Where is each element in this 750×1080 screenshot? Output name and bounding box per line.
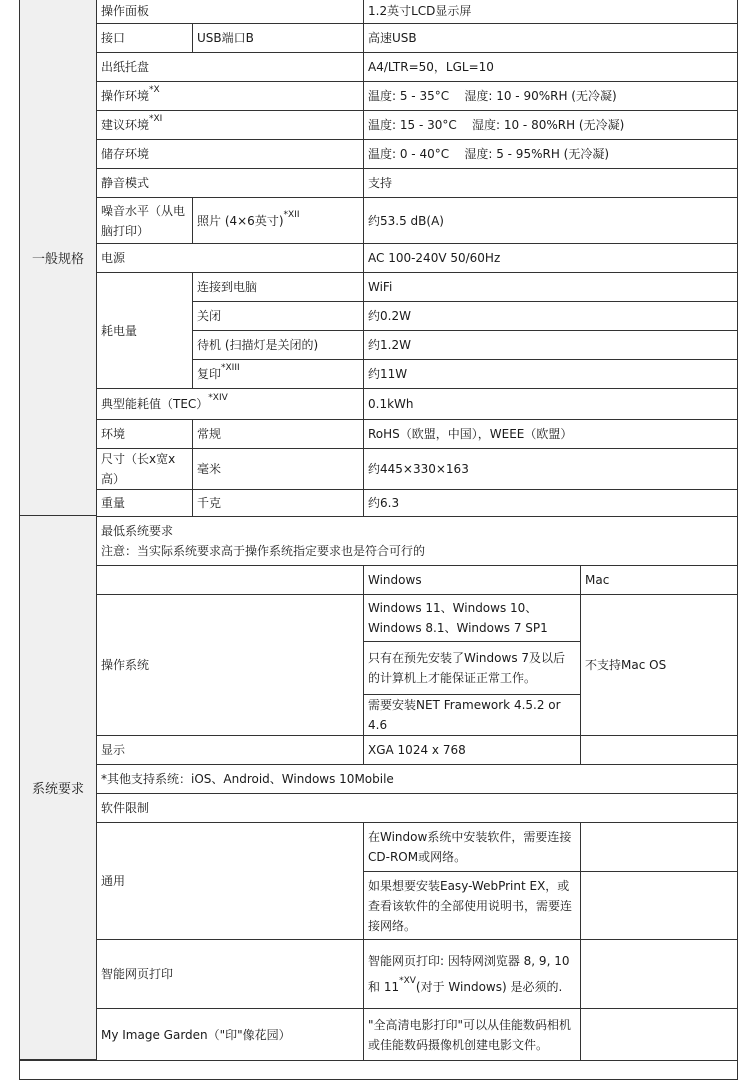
- output-tray-label: [96, 52, 364, 82]
- cell-text: [368, 948, 576, 1000]
- smart-web-mac: [580, 939, 738, 1009]
- cell-text: My Image Garden（"印"像花园）: [101, 1027, 291, 1042]
- cell-text: RoHS（欧盟，中国），WEEE（欧盟）: [368, 427, 573, 441]
- header-windows: [363, 565, 581, 595]
- cell-text: 电源: [101, 251, 126, 265]
- cell-text: 在Window系统中安装软件，需要连接CD-ROM或网络。: [368, 830, 572, 864]
- cell-text: 重量: [101, 496, 126, 510]
- storage-env-value: [363, 139, 738, 169]
- cell-text: A4/LTR=50，LGL=10: [368, 60, 494, 74]
- cell-text: 关闭: [197, 309, 222, 323]
- os-windows-note: [363, 641, 581, 695]
- footnote-marker: *XII: [283, 209, 300, 220]
- dimensions-sub: [192, 448, 364, 490]
- garden-mac: [580, 1008, 738, 1061]
- cell-text: 毫米: [197, 462, 222, 476]
- weight-sub: [192, 489, 364, 517]
- dimensions-label: [96, 448, 193, 490]
- cell-text: Mac: [585, 573, 610, 587]
- general-use-windows: [363, 822, 581, 872]
- cell-text: WiFi: [368, 280, 393, 294]
- cell-text: 储存环境: [101, 147, 150, 161]
- footnote-marker: *X: [149, 85, 160, 95]
- operating-env-value: [363, 81, 738, 111]
- weight-value: [363, 489, 738, 517]
- tec-label: [96, 388, 364, 420]
- general-use-mac: [580, 822, 738, 872]
- cell-text: AC 100-240V 50/60Hz: [368, 251, 501, 265]
- interface-label: [96, 23, 193, 53]
- cell-text: 如果想要安装Easy-WebPrint EX，或查看该软件的全部使用说明书，需要连接网络。: [368, 878, 573, 933]
- consumption-label: [96, 272, 193, 389]
- environment-value: [363, 419, 738, 449]
- cell-text: 千克: [197, 496, 222, 510]
- cell-text: 显示: [101, 743, 126, 757]
- cell-text: 支持: [368, 176, 393, 190]
- environment-label: [96, 419, 193, 449]
- general-use-mac: [580, 871, 738, 940]
- cell-text: Windows: [368, 573, 422, 587]
- cell-text: *其他支持系统：iOS、Android、Windows 10Mobile: [101, 772, 394, 786]
- cell-text: 约53.5 dB(A): [368, 213, 444, 228]
- cell-text: 温度: 15 - 30°C 湿度: 10 - 80%RH (无冷凝): [368, 118, 625, 132]
- group-system: [19, 515, 97, 1060]
- cell-text: Windows 11、Windows 10、Windows 8.1、Windows 7 SP1: [368, 601, 548, 635]
- cell-text: XGA 1024 x 768: [368, 743, 466, 757]
- consumption-value: [363, 301, 738, 331]
- general-use-windows: [363, 871, 581, 940]
- cell-text: 约1.2W: [368, 338, 411, 352]
- cell-text: 软件限制: [101, 801, 150, 815]
- consumption-sub: [192, 272, 364, 302]
- os-windows-versions: [363, 594, 581, 642]
- dimensions-value: [363, 448, 738, 490]
- other-systems: [96, 764, 738, 794]
- consumption-value: [363, 359, 738, 389]
- weight-label: [96, 489, 193, 517]
- consumption-sub: [192, 330, 364, 360]
- min-requirements-note: 注意：当实际系统要求高于操作系统指定要求也是符合可行的: [101, 544, 426, 558]
- quiet-mode-label: [96, 168, 364, 198]
- cell-text: 约6.3: [368, 496, 400, 510]
- footnote-marker: *XIV: [208, 393, 228, 403]
- min-requirements-title: 最低系统要求: [101, 524, 174, 538]
- cell-text: 照片 (4×6英寸): [197, 213, 284, 228]
- general-use-label: [96, 822, 364, 940]
- os-header-blank: [96, 565, 364, 595]
- software-limit: [96, 793, 738, 823]
- footnote-marker: *XIII: [221, 363, 240, 373]
- cell-text: 典型能耗值（TEC）: [101, 397, 209, 411]
- os-mac: [580, 594, 738, 736]
- cell-text: 约445×330×163: [368, 462, 469, 476]
- next-section-row: [19, 1060, 738, 1080]
- consumption-value: [363, 330, 738, 360]
- cell-text: "全高清电影打印"可以从佳能数码相机或佳能数码摄像机创建电影文件。: [368, 1017, 572, 1052]
- power-value: [363, 243, 738, 273]
- cell-text: 静音模式: [101, 176, 150, 190]
- cell-text: 建议环境: [101, 118, 150, 132]
- cell-text: 只有在预先安装了Windows 7及以后的计算机上才能保证正常工作。: [368, 651, 566, 685]
- cell-text: 噪音水平（从电脑打印）: [101, 203, 186, 238]
- interface-value: [363, 23, 738, 53]
- noise-sub: [192, 197, 364, 244]
- cell-text: 温度: 0 - 40°C 湿度: 5 - 95%RH (无冷凝): [368, 147, 610, 161]
- cell-text: 操作环境: [101, 89, 150, 103]
- cell-text: 出纸托盘: [101, 60, 150, 74]
- cell-text: 连接到电脑: [197, 280, 258, 294]
- cell-text: 通用: [101, 874, 126, 888]
- cell-text: 待机 (扫描灯是关闭的): [197, 338, 319, 352]
- cell-text: 约0.2W: [368, 309, 411, 323]
- noise-label: [96, 197, 193, 244]
- cell-text: 温度: 5 - 35°C 湿度: 10 - 90%RH (无冷凝): [368, 89, 617, 103]
- power-label: [96, 243, 364, 273]
- cell-text: 复印: [197, 367, 222, 381]
- header-mac: [580, 565, 738, 595]
- footnote-marker: *XV: [399, 976, 416, 986]
- storage-env-label: [96, 139, 364, 169]
- cell-text: USB端口B: [197, 31, 254, 45]
- cell-text: 1.2英寸LCD显示屏: [368, 4, 472, 18]
- recommended-env-value: [363, 110, 738, 140]
- quiet-mode-value: [363, 168, 738, 198]
- cell-text: 耗电量: [101, 323, 138, 338]
- operating-env-label: [96, 81, 364, 111]
- display-label: [96, 735, 364, 765]
- tec-value: [363, 388, 738, 420]
- display-mac: [580, 735, 738, 765]
- footnote-marker: *XI: [149, 114, 163, 124]
- group-system-label: 系统要求: [31, 782, 84, 797]
- consumption-sub: [192, 301, 364, 331]
- environment-sub: [192, 419, 364, 449]
- cell-text: 常规: [197, 427, 222, 441]
- cell-text: 接口: [101, 31, 126, 45]
- os-windows-framework: [363, 694, 581, 736]
- group-general: [19, 0, 97, 516]
- garden-windows: [363, 1008, 581, 1061]
- cell-text: 不支持Mac OS: [585, 658, 667, 672]
- noise-value: [363, 197, 738, 244]
- cell-text: 操作面板: [101, 4, 150, 18]
- consumption-sub: [192, 359, 364, 389]
- cell-text: 尺寸（长x宽x高）: [101, 452, 176, 486]
- cell-text: 智能网页打印: [101, 967, 174, 981]
- smart-web-windows: [363, 939, 581, 1009]
- group-general-label: 一般规格: [31, 251, 84, 267]
- display-windows: [363, 735, 581, 765]
- output-tray-value: [363, 52, 738, 82]
- cell-text: 需要安装NET Framework 4.5.2 or 4.6: [368, 698, 561, 732]
- cell-text: 约11W: [368, 367, 408, 381]
- recommended-env-label: [96, 110, 364, 140]
- cell-text: (对于 Windows) 是必须的.: [415, 980, 563, 994]
- min-requirements: [96, 516, 738, 566]
- garden-label: [96, 1008, 364, 1061]
- cell-text: 0.1kWh: [368, 397, 414, 411]
- os-label: [96, 594, 364, 736]
- consumption-value: [363, 272, 738, 302]
- panel-label: [96, 0, 364, 24]
- cell-text: 高速USB: [368, 31, 417, 45]
- panel-value: [363, 0, 738, 24]
- interface-sub: [192, 23, 364, 53]
- cell-text: 环境: [101, 427, 126, 441]
- cell-text: 智能网页打印: 因特网浏览器 8, 9, 10 和 11: [368, 954, 570, 994]
- smart-web-label: [96, 939, 364, 1009]
- cell-text: 操作系统: [101, 658, 150, 672]
